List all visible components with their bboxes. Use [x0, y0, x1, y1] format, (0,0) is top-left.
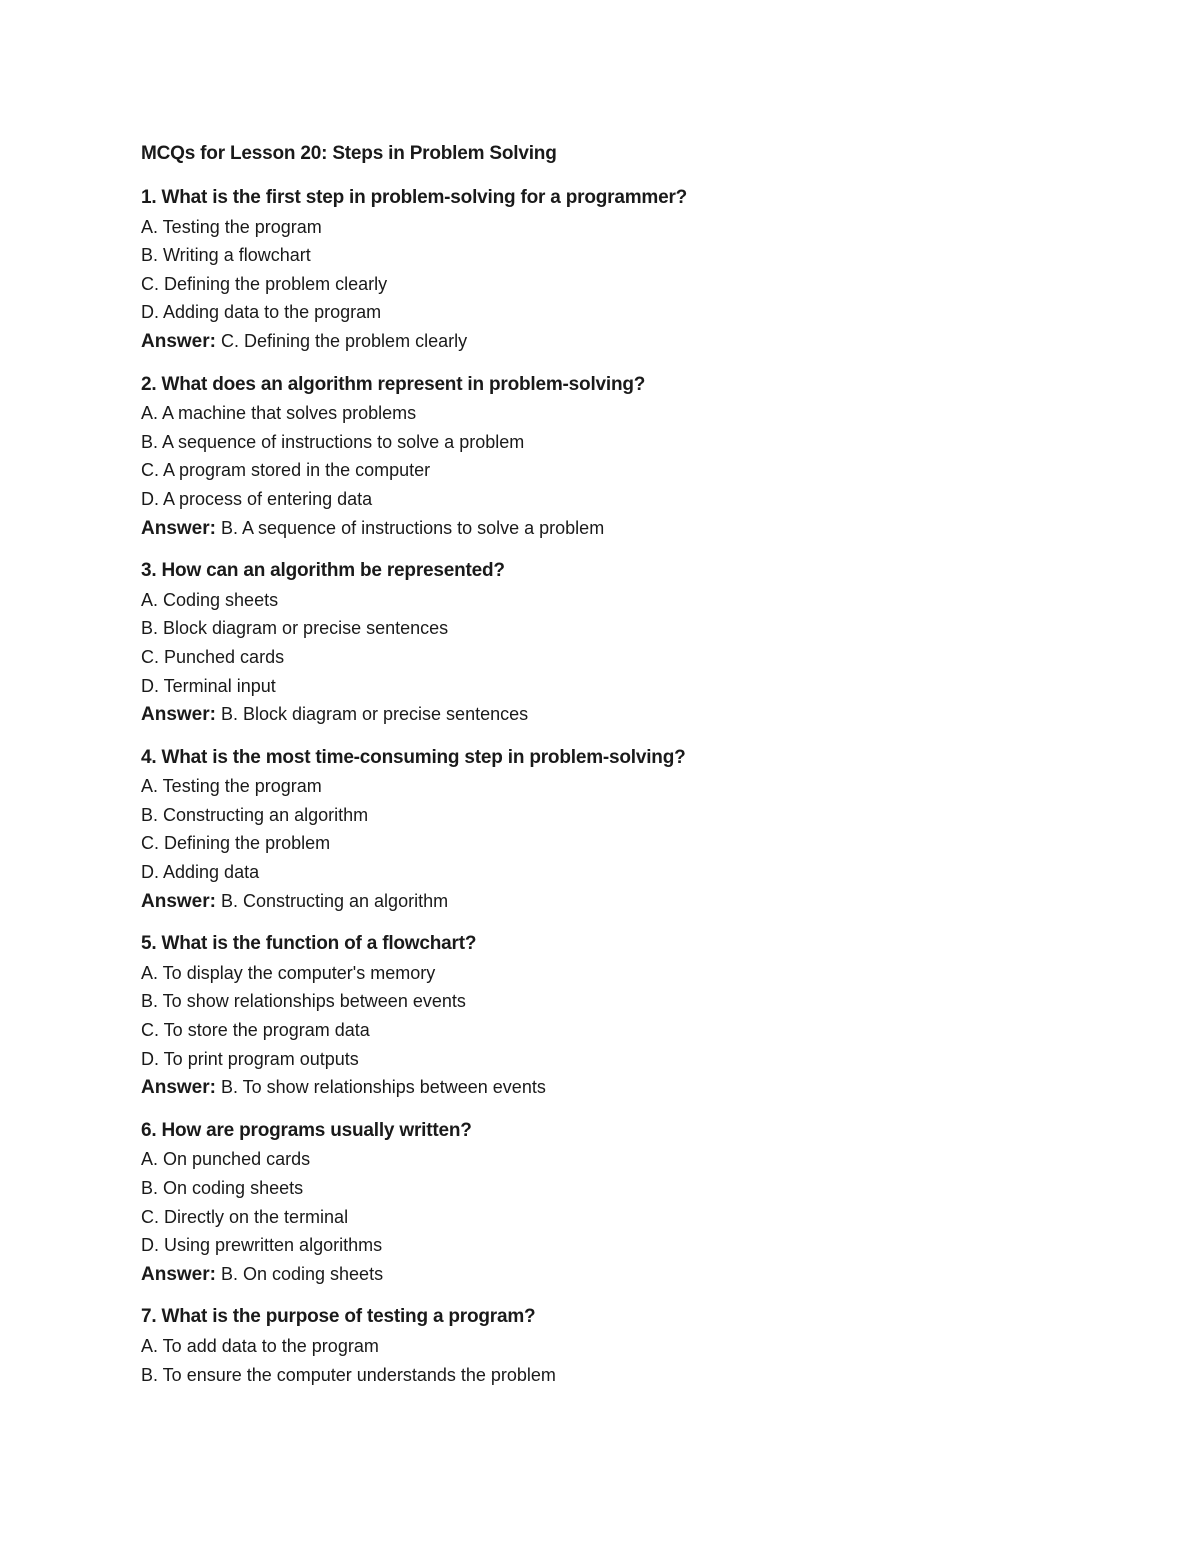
document-title: MCQs for Lesson 20: Steps in Problem Solving: [141, 143, 557, 164]
answer-option: D. A process of entering data: [141, 488, 373, 509]
answer-option: B. A sequence of instructions to solve a problem: [141, 431, 525, 452]
answer-option: A. On punched cards: [141, 1149, 311, 1170]
answer-line: [141, 700, 1101, 729]
question-block: [141, 557, 1101, 729]
answer-option: C. To store the program data: [141, 1020, 370, 1041]
answer-option: D. Adding data: [141, 862, 260, 883]
answer-value: B. A sequence of instructions to solve a problem: [220, 517, 605, 538]
question-block: [141, 371, 1101, 543]
answer-line: [141, 514, 1101, 543]
answer-option: A. Testing the program: [141, 776, 322, 797]
question-text: 5. What is the function of a flowchart?: [141, 933, 477, 955]
question-block: [141, 930, 1101, 1102]
answer-option: C. Defining the problem: [141, 833, 331, 854]
answer-option: C. Directly on the terminal: [141, 1206, 349, 1227]
answer-value: B. Constructing an algorithm: [220, 890, 449, 911]
answer-line: [141, 1073, 1101, 1102]
answer-label: Answer:: [141, 704, 216, 726]
answer-option: B. To ensure the computer understands the problem: [141, 1364, 556, 1385]
question-text: 3. How can an algorithm be represented?: [141, 560, 505, 582]
question-text: 1. What is the first step in problem-solving for a programmer?: [141, 187, 688, 208]
answer-value: B. To show relationships between events: [220, 1077, 546, 1098]
answer-value: C. Defining the problem clearly: [220, 330, 468, 351]
answer-option: A. To add data to the program: [141, 1335, 379, 1356]
answer-line: [141, 1260, 1101, 1289]
answer-option: A. A machine that solves problems: [141, 403, 417, 424]
question-block: [141, 1117, 1101, 1289]
answer-option: C. Punched cards: [141, 646, 285, 667]
answer-option: B. Block diagram or precise sentences: [141, 618, 449, 639]
answer-option: D. To print program outputs: [141, 1048, 359, 1069]
answer-option: B. Constructing an algorithm: [141, 804, 369, 825]
question-block: [141, 744, 1101, 916]
answer-line: [141, 887, 1101, 916]
answer-value: B. Block diagram or precise sentences: [220, 704, 529, 725]
answer-option: D. Adding data to the program: [141, 302, 382, 323]
answer-option: C. A program stored in the computer: [141, 460, 431, 481]
answer-label: Answer:: [141, 1263, 216, 1285]
answer-line: [141, 327, 1101, 356]
answer-option: D. Using prewritten algorithms: [141, 1235, 383, 1256]
answer-option: B. On coding sheets: [141, 1178, 304, 1198]
answer-option: B. Writing a flowchart: [141, 245, 311, 266]
answer-label: Answer:: [141, 1077, 216, 1099]
answer-option: C. Defining the problem clearly: [141, 273, 388, 294]
answer-label: Answer:: [141, 890, 216, 912]
answer-option: B. To show relationships between events: [141, 991, 466, 1012]
answer-label: Answer:: [141, 330, 216, 352]
question-block: [141, 1303, 1101, 1389]
question-text: 7. What is the purpose of testing a program?: [141, 1306, 536, 1328]
answer-option: A. Coding sheets: [141, 589, 279, 610]
question-block: [141, 184, 1101, 356]
question-text: 2. What does an algorithm represent in problem-solving?: [141, 373, 646, 395]
answer-option: A. To display the computer's memory: [141, 962, 436, 983]
question-list: [141, 184, 1101, 1389]
answer-option: A. Testing the program: [141, 216, 322, 237]
document-page: [141, 140, 1101, 1404]
answer-label: Answer:: [141, 517, 216, 539]
question-text: 6. How are programs usually written?: [141, 1119, 472, 1141]
question-text: 4. What is the most time-consuming step in problem-solving?: [141, 746, 686, 768]
answer-option: D. Terminal input: [141, 675, 276, 696]
answer-value: B. On coding sheets: [220, 1263, 384, 1284]
